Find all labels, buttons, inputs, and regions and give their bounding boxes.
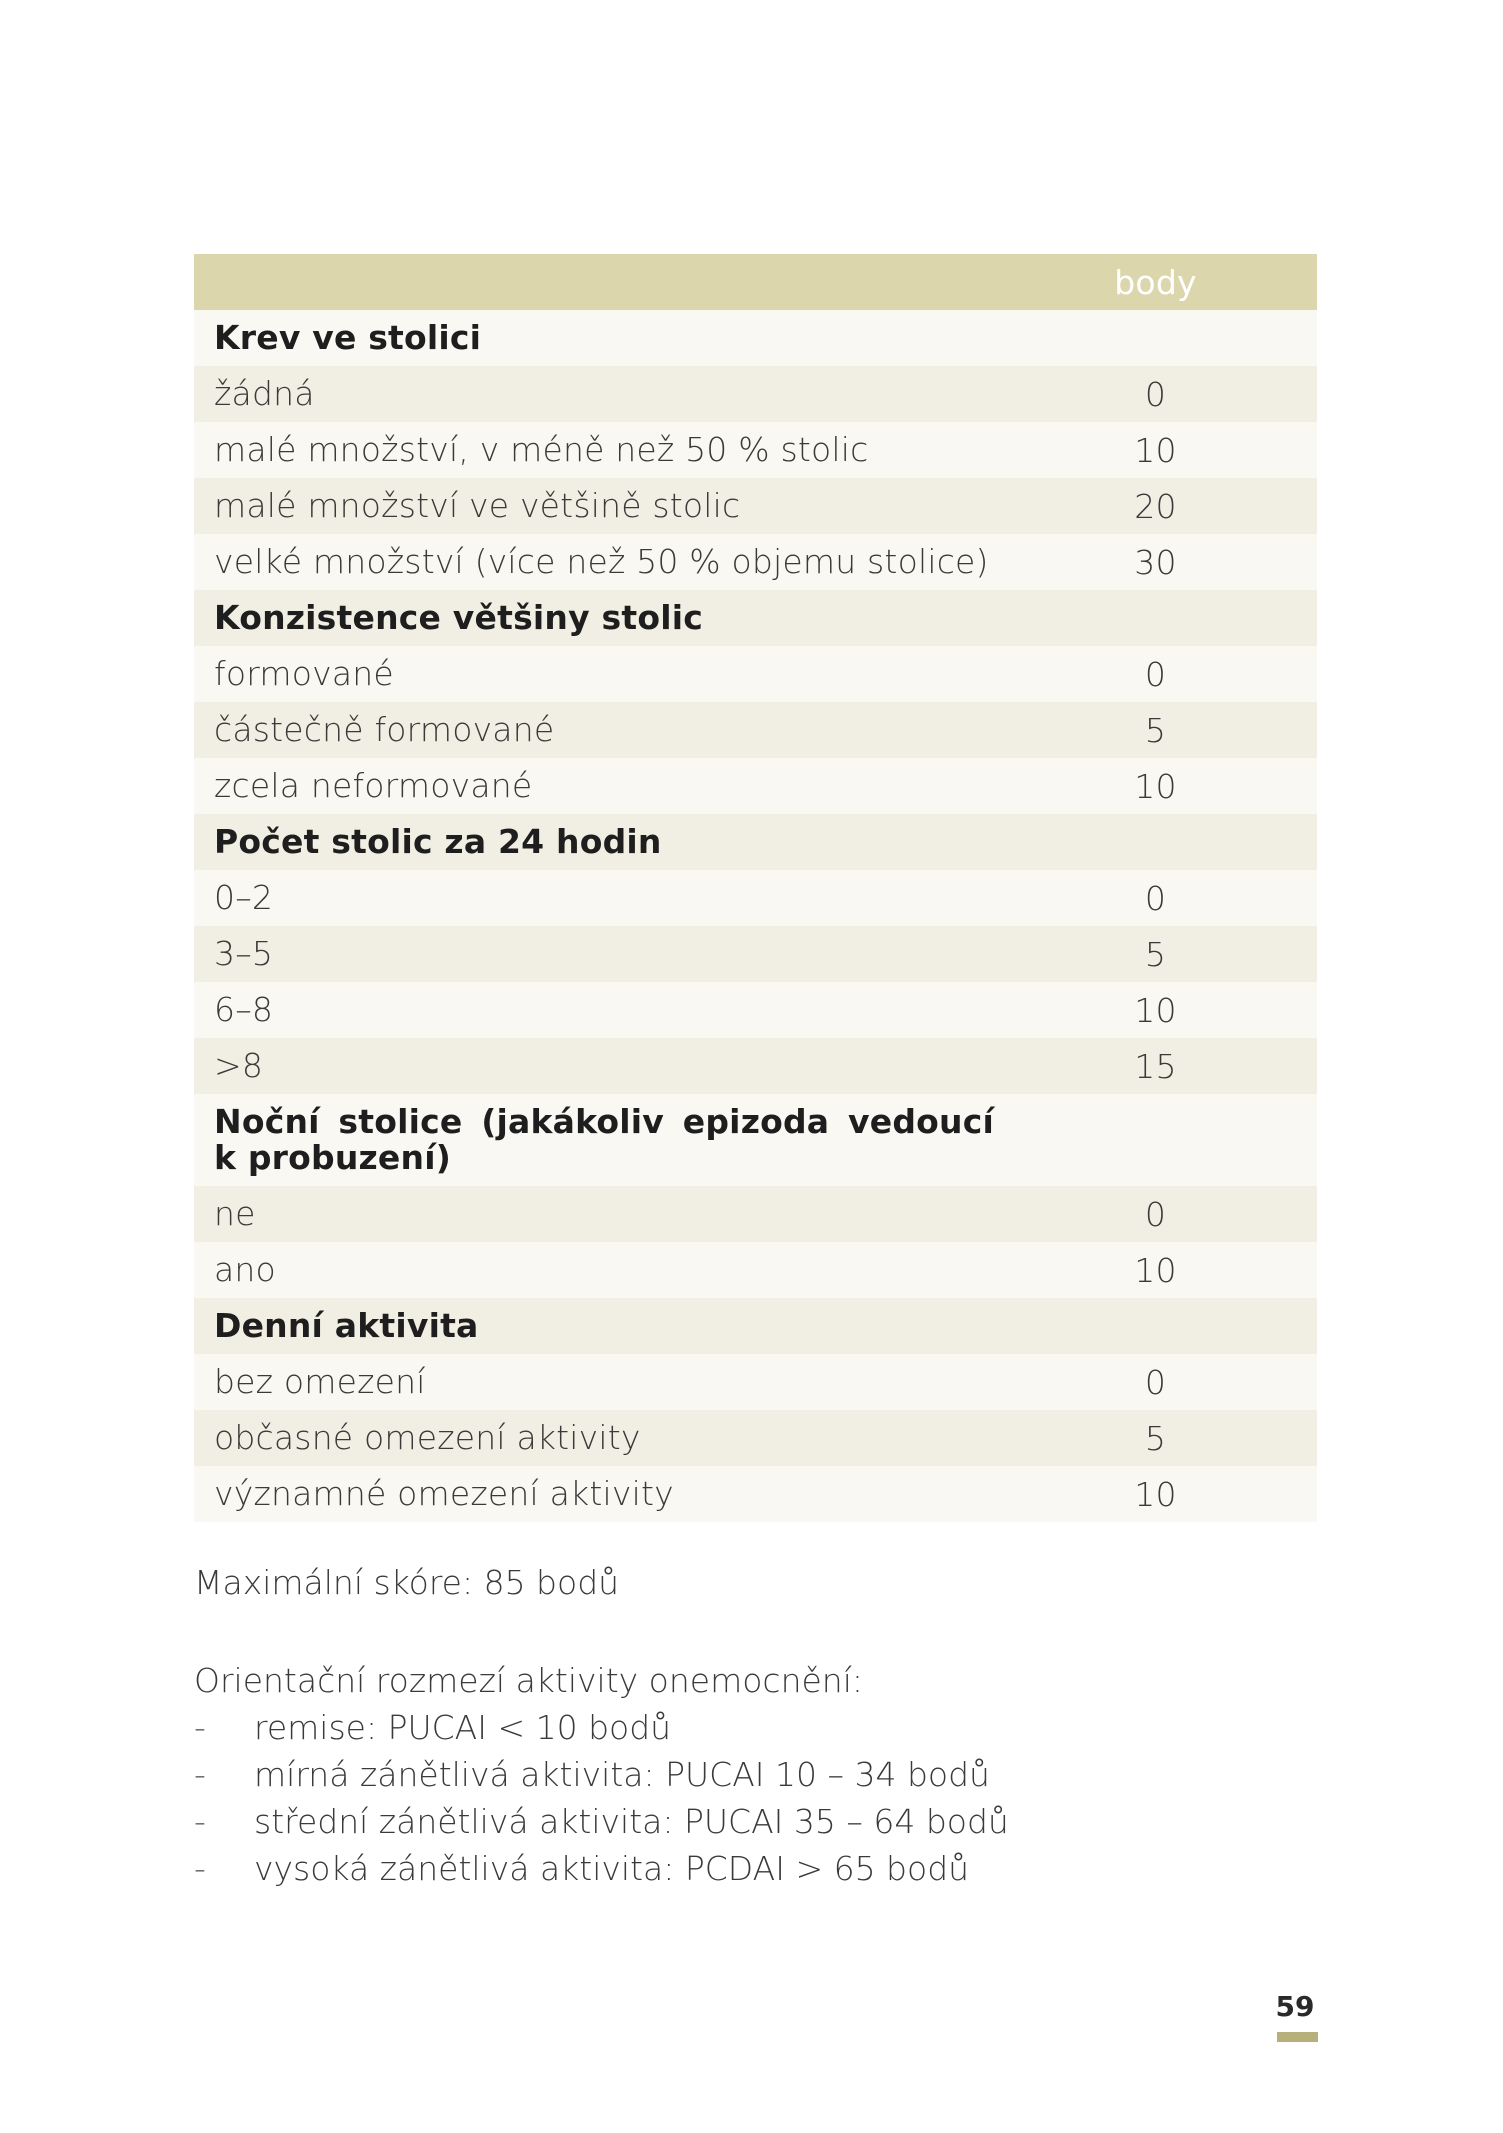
points-cell: 10 [1134, 430, 1177, 470]
table-row [194, 1466, 1317, 1522]
section-title: Noční stolice (jakákoliv epizoda vedoucí k probuzení) [214, 1102, 994, 1177]
row-label: ano [214, 1250, 276, 1289]
row-label: částečně formované [214, 710, 555, 749]
row-label: >8 [214, 1046, 264, 1085]
range-text: vysoká zánětlivá aktivita: PCDAI > 65 bodů [254, 1849, 970, 1888]
table-row [194, 758, 1317, 814]
row-label: velké množství (více než 50 % objemu stolice) [214, 542, 989, 581]
row-label: 3–5 [214, 934, 274, 973]
section-title: Konzistence většiny stolic [214, 598, 703, 637]
table-row [194, 870, 1317, 926]
range-text: mírná zánětlivá aktivita: PUCAI 10 – 34 bodů [254, 1755, 990, 1794]
table-row [194, 422, 1317, 478]
points-cell: 0 [1144, 374, 1167, 414]
section-row-blood-in-stool [194, 310, 1317, 366]
activity-range-list [194, 1704, 1294, 1892]
points-cell: 5 [1144, 1418, 1167, 1458]
section-row-stool-count [194, 814, 1317, 870]
points-cell: 0 [1144, 654, 1167, 694]
points-cell: 0 [1144, 878, 1167, 918]
section-title: Počet stolic za 24 hodin [214, 822, 662, 861]
section-title: Denní aktivita [214, 1306, 479, 1345]
points-cell: 10 [1134, 766, 1177, 806]
row-label: občasné omezení aktivity [214, 1418, 641, 1457]
table-row [194, 646, 1317, 702]
table-row [194, 926, 1317, 982]
table-row [194, 982, 1317, 1038]
row-label: 0–2 [214, 878, 274, 917]
section-title: Krev ve stolici [214, 318, 482, 357]
row-label: ne [214, 1194, 256, 1233]
header-points-label: body [1114, 262, 1197, 302]
range-text: střední zánětlivá aktivita: PUCAI 35 – 64 bodů [254, 1802, 1009, 1841]
table-row [194, 1354, 1317, 1410]
row-label: 6–8 [214, 990, 274, 1029]
points-cell: 15 [1134, 1046, 1177, 1086]
points-cell: 0 [1144, 1194, 1167, 1234]
points-cell: 5 [1144, 710, 1167, 750]
bullet-dash: - [194, 1708, 206, 1747]
activity-range-title: Orientační rozmezí aktivity onemocnění: [194, 1661, 863, 1700]
scoring-table [194, 254, 1317, 1522]
table-row [194, 1242, 1317, 1298]
score-notes [194, 1560, 1294, 1892]
table-row [194, 534, 1317, 590]
max-score-text: Maximální skóre: 85 bodů [194, 1563, 620, 1602]
section-row-stool-consistency [194, 590, 1317, 646]
table-row [194, 478, 1317, 534]
section-row-night-stools [194, 1094, 1317, 1186]
list-item [194, 1704, 1294, 1751]
row-label: žádná [214, 374, 315, 413]
page-number: 59 [1275, 1990, 1315, 2023]
table-row [194, 1038, 1317, 1094]
range-text: remise: PUCAI < 10 bodů [254, 1708, 672, 1747]
table-row [194, 1410, 1317, 1466]
bullet-dash: - [194, 1755, 206, 1794]
page-number-underline [1277, 2032, 1318, 2042]
points-cell: 10 [1134, 1250, 1177, 1290]
points-cell: 20 [1134, 486, 1177, 526]
row-label: malé množství ve většině stolic [214, 486, 741, 525]
points-cell: 10 [1134, 990, 1177, 1030]
list-item [194, 1845, 1294, 1892]
row-label: formované [214, 654, 394, 693]
row-label: malé množství, v méně než 50 % stolic [214, 430, 869, 469]
points-cell: 10 [1134, 1474, 1177, 1514]
section-row-daily-activity [194, 1298, 1317, 1354]
points-cell: 5 [1144, 934, 1167, 974]
points-cell: 30 [1134, 542, 1177, 582]
row-label: bez omezení [214, 1362, 426, 1401]
table-row [194, 702, 1317, 758]
table-row [194, 1186, 1317, 1242]
list-item [194, 1798, 1294, 1845]
bullet-dash: - [194, 1802, 206, 1841]
table-row [194, 366, 1317, 422]
table-header-row [194, 254, 1317, 310]
list-item [194, 1751, 1294, 1798]
row-label: významné omezení aktivity [214, 1474, 674, 1513]
points-cell: 0 [1144, 1362, 1167, 1402]
row-label: zcela neformované [214, 766, 533, 805]
bullet-dash: - [194, 1849, 206, 1888]
